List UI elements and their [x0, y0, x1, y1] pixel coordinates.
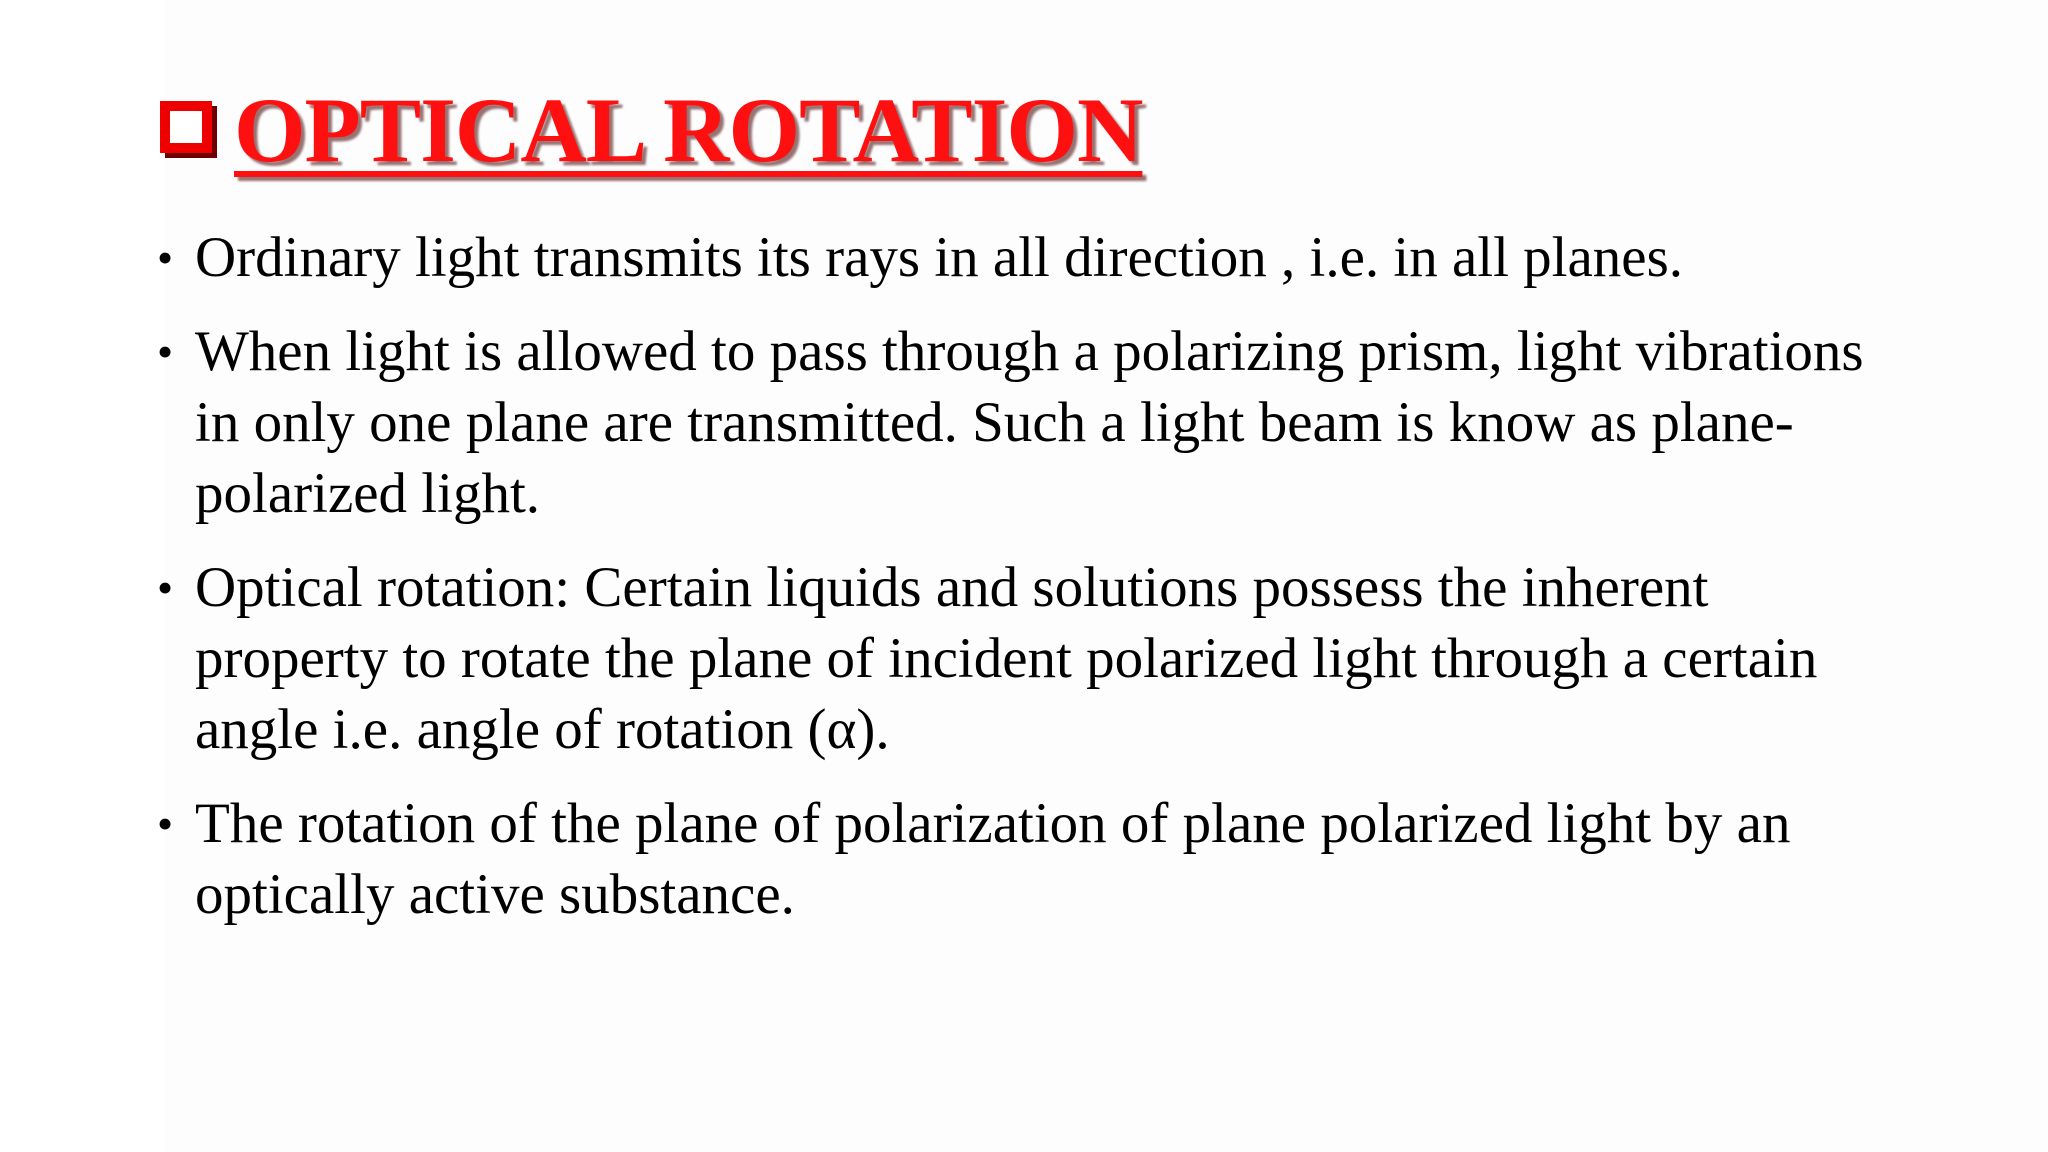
bullet-item — [157, 222, 1897, 293]
title-row — [160, 80, 1142, 180]
bullet-icon: • — [157, 562, 174, 613]
bullet-item — [157, 788, 1897, 930]
bullet-item — [157, 316, 1897, 529]
bullet-icon: • — [157, 326, 174, 377]
bullet-icon: • — [157, 232, 174, 283]
checkbox-square-icon — [160, 101, 212, 153]
slide-title: OPTICAL ROTATION — [234, 79, 1143, 181]
bullet-icon: • — [157, 798, 174, 849]
bullet-text: When light is allowed to pass through a polarizing prism, light vibrations in only one plane are transmitted. Such a light beam is know as plane-polarized light. — [195, 320, 1864, 525]
bullet-text: Ordinary light transmits its rays in all direction , i.e. in all planes. — [195, 226, 1684, 289]
bullet-list — [157, 222, 1897, 953]
bullet-item — [157, 552, 1897, 765]
bullet-text: Optical rotation: Certain liquids and solutions possess the inherent property to rotate the plane of incident polarized light through a certain angle i.e. angle of rotation (α). — [195, 556, 1818, 761]
bullet-text: The rotation of the plane of polarization of plane polarized light by an optically active substance. — [195, 792, 1791, 926]
